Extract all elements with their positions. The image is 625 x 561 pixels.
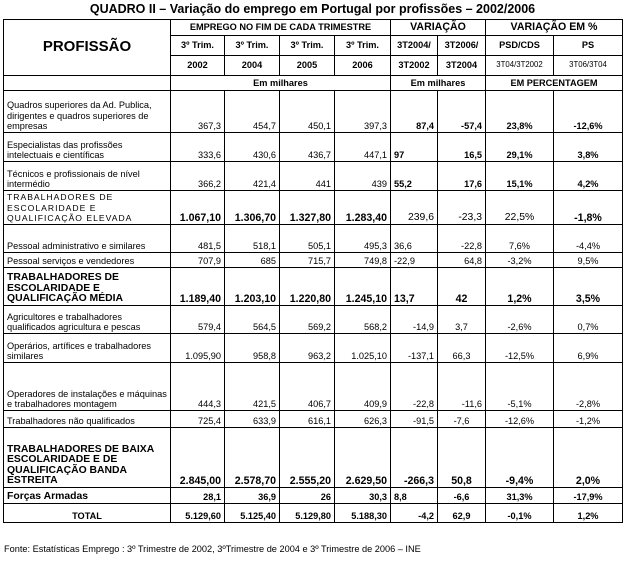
header-col7-line1: PSD/CDS [486, 36, 554, 56]
cell: -4,4% [554, 225, 623, 253]
cell: 397,3 [335, 91, 391, 133]
cell: -12,6% [554, 91, 623, 133]
units-pct: EM PERCENTAGEM [486, 76, 623, 91]
cell: 26 [280, 488, 335, 504]
header-emprego: EMPREGO NO FIM DE CADA TRIMESTRE [171, 20, 391, 36]
cell: 36,6 [391, 225, 438, 253]
row-label: Forças Armadas [4, 488, 171, 504]
cell: 5.125,40 [225, 504, 280, 523]
cell: 29,1% [486, 133, 554, 162]
cell: 3,7 [438, 306, 486, 334]
header-col5-line2: 3T2002 [391, 56, 438, 76]
cell: 22,5% [486, 191, 554, 225]
cell: 16,5 [438, 133, 486, 162]
row-label: Especialistas das profissões intelectuais e científicas [4, 133, 171, 162]
cell: 66,3 [438, 334, 486, 363]
cell: 55,2 [391, 162, 438, 191]
cell: 579,4 [171, 306, 225, 334]
cell: 447,1 [335, 133, 391, 162]
table-row [4, 306, 623, 334]
header-col1-line1: 3º Trim. [171, 36, 225, 56]
cell: 97 [391, 133, 438, 162]
table-row [4, 363, 623, 411]
table-row [4, 91, 623, 133]
cell: -2,8% [554, 363, 623, 411]
table-row [4, 504, 623, 523]
cell: -266,3 [391, 428, 438, 488]
row-label: Operários, artífices e trabalhadores similares [4, 334, 171, 363]
cell: 439 [335, 162, 391, 191]
cell: 1.095,90 [171, 334, 225, 363]
cell: 450,1 [280, 91, 335, 133]
cell: -22,8 [391, 363, 438, 411]
units-blank [4, 76, 171, 91]
table-row [4, 268, 623, 306]
row-label: Técnicos e profissionais de nível intermédio [4, 162, 171, 191]
cell: 2.555,20 [280, 428, 335, 488]
header-col4-line2: 2006 [335, 56, 391, 76]
table-row [4, 253, 623, 268]
source-footnote: Fonte: Estatísticas Emprego : 3º Trimestre de 2002, 3ºTrimestre de 2004 e 3º Trimestre de 2006 – INE [4, 544, 421, 554]
cell: 568,2 [335, 306, 391, 334]
cell: 50,8 [438, 428, 486, 488]
table-row [4, 334, 623, 363]
cell: -12,6% [486, 411, 554, 428]
cell: 87,4 [391, 91, 438, 133]
cell: 1.220,80 [280, 268, 335, 306]
cell: 441 [280, 162, 335, 191]
cell: 36,9 [225, 488, 280, 504]
row-label: Operadores de instalações e máquinas e trabalhadores montagem [4, 363, 171, 411]
cell: -6,6 [438, 488, 486, 504]
cell: 1.245,10 [335, 268, 391, 306]
cell: 1,2% [486, 268, 554, 306]
cell: 963,2 [280, 334, 335, 363]
employment-table [3, 19, 623, 523]
cell: 367,3 [171, 91, 225, 133]
cell: 958,8 [225, 334, 280, 363]
cell: 436,7 [280, 133, 335, 162]
header-col8-line1: PS [554, 36, 623, 56]
cell: 1.189,40 [171, 268, 225, 306]
row-label: TRABALHADORES DE BAIXA ESCOLARIDADE E DE QUALIFICAÇÃO BANDA ESTREITA [4, 428, 171, 488]
header-col8-line2: 3T06/3T04 [554, 56, 623, 76]
cell: 8,8 [391, 488, 438, 504]
cell: 239,6 [391, 191, 438, 225]
cell: 1.067,10 [171, 191, 225, 225]
cell: 1.203,10 [225, 268, 280, 306]
cell: 3,8% [554, 133, 623, 162]
cell: 454,7 [225, 91, 280, 133]
header-profissao: PROFISSÃO [4, 20, 171, 76]
cell: 725,4 [171, 411, 225, 428]
row-label: Trabalhadores não qualificados [4, 411, 171, 428]
row-label: TRABALHADORES DE ESCOLARIDADE E QUALIFICAÇÃO ELEVADA [4, 191, 171, 225]
table-row [4, 133, 623, 162]
cell: 2,0% [554, 428, 623, 488]
header-col5-line1: 3T2004/ [391, 36, 438, 56]
cell: 5.129,80 [280, 504, 335, 523]
header-col6-line1: 3T2006/ [438, 36, 486, 56]
cell: 1.327,80 [280, 191, 335, 225]
cell: 406,7 [280, 363, 335, 411]
table-row [4, 225, 623, 253]
cell: -3,2% [486, 253, 554, 268]
header-variacao: VARIAÇÃO [391, 20, 486, 36]
cell: 366,2 [171, 162, 225, 191]
units-emprego: Em milhares [171, 76, 391, 91]
cell: -57,4 [438, 91, 486, 133]
cell: 569,2 [280, 306, 335, 334]
cell: 4,2% [554, 162, 623, 191]
header-variacao-pct: VARIAÇÃO EM % [486, 20, 623, 36]
cell: -1,8% [554, 191, 623, 225]
table-row [4, 191, 623, 225]
cell: 3,5% [554, 268, 623, 306]
cell: -1,2% [554, 411, 623, 428]
header-col4-line1: 3º Trim. [335, 36, 391, 56]
cell: -22,8 [438, 225, 486, 253]
cell: 31,3% [486, 488, 554, 504]
cell: 13,7 [391, 268, 438, 306]
row-label: Agricultores e trabalhadores qualificados agricultura e pescas [4, 306, 171, 334]
row-label-total: TOTAL [4, 504, 171, 523]
cell: 444,3 [171, 363, 225, 411]
cell: -2,6% [486, 306, 554, 334]
cell: 685 [225, 253, 280, 268]
cell: 495,3 [335, 225, 391, 253]
cell: 15,1% [486, 162, 554, 191]
header-col1-line2: 2002 [171, 56, 225, 76]
cell: -7,6 [438, 411, 486, 428]
cell: 518,1 [225, 225, 280, 253]
cell: -17,9% [554, 488, 623, 504]
header-col2-line1: 3º Trim. [225, 36, 280, 56]
cell: 333,6 [171, 133, 225, 162]
cell: 23,8% [486, 91, 554, 133]
cell: -4,2 [391, 504, 438, 523]
cell: 430,6 [225, 133, 280, 162]
cell: 633,9 [225, 411, 280, 428]
table-row [4, 162, 623, 191]
cell: 421,5 [225, 363, 280, 411]
cell: 30,3 [335, 488, 391, 504]
cell: 5.129,60 [171, 504, 225, 523]
cell: -11,6 [438, 363, 486, 411]
units-variacao: Em milhares [391, 76, 486, 91]
header-col3-line1: 3º Trim. [280, 36, 335, 56]
cell: 505,1 [280, 225, 335, 253]
table-title: QUADRO II – Variação do emprego em Portugal por profissões – 2002/2006 [89, 2, 536, 16]
row-label: TRABALHADORES DE ESCOLARIDADE E QUALIFICAÇÃO MÉDIA [4, 268, 171, 306]
cell: 64,8 [438, 253, 486, 268]
cell: 28,1 [171, 488, 225, 504]
cell: -137,1 [391, 334, 438, 363]
table-row [4, 428, 623, 488]
cell: -0,1% [486, 504, 554, 523]
table-row [4, 411, 623, 428]
row-label: Pessoal administrativo e similares [4, 225, 171, 253]
cell: 7,6% [486, 225, 554, 253]
cell: -23,3 [438, 191, 486, 225]
row-label: Pessoal serviços e vendedores [4, 253, 171, 268]
cell: 2.845,00 [171, 428, 225, 488]
header-col6-line2: 3T2004 [438, 56, 486, 76]
row-label: Quadros superiores da Ad. Publica, dirigentes e quadros superiores de empresas [4, 91, 171, 133]
cell: -91,5 [391, 411, 438, 428]
cell: 715,7 [280, 253, 335, 268]
cell: 2.629,50 [335, 428, 391, 488]
cell: 1,2% [554, 504, 623, 523]
cell: 17,6 [438, 162, 486, 191]
cell: -22,9 [391, 253, 438, 268]
cell: 62,9 [438, 504, 486, 523]
cell: 42 [438, 268, 486, 306]
cell: 749,8 [335, 253, 391, 268]
table-row [4, 488, 623, 504]
cell: 0,7% [554, 306, 623, 334]
cell: 1.283,40 [335, 191, 391, 225]
cell: 616,1 [280, 411, 335, 428]
cell: 1.025,10 [335, 334, 391, 363]
cell: -14,9 [391, 306, 438, 334]
cell: 409,9 [335, 363, 391, 411]
header-col7-line2: 3T04/3T2002 [486, 56, 554, 76]
cell: 626,3 [335, 411, 391, 428]
cell: 564,5 [225, 306, 280, 334]
cell: 2.578,70 [225, 428, 280, 488]
cell: 421,4 [225, 162, 280, 191]
cell: 9,5% [554, 253, 623, 268]
cell: -5,1% [486, 363, 554, 411]
header-col2-line2: 2004 [225, 56, 280, 76]
cell: 6,9% [554, 334, 623, 363]
cell: 5.188,30 [335, 504, 391, 523]
cell: -12,5% [486, 334, 554, 363]
cell: -9,4% [486, 428, 554, 488]
cell: 481,5 [171, 225, 225, 253]
cell: 1.306,70 [225, 191, 280, 225]
cell: 707,9 [171, 253, 225, 268]
header-col3-line2: 2005 [280, 56, 335, 76]
